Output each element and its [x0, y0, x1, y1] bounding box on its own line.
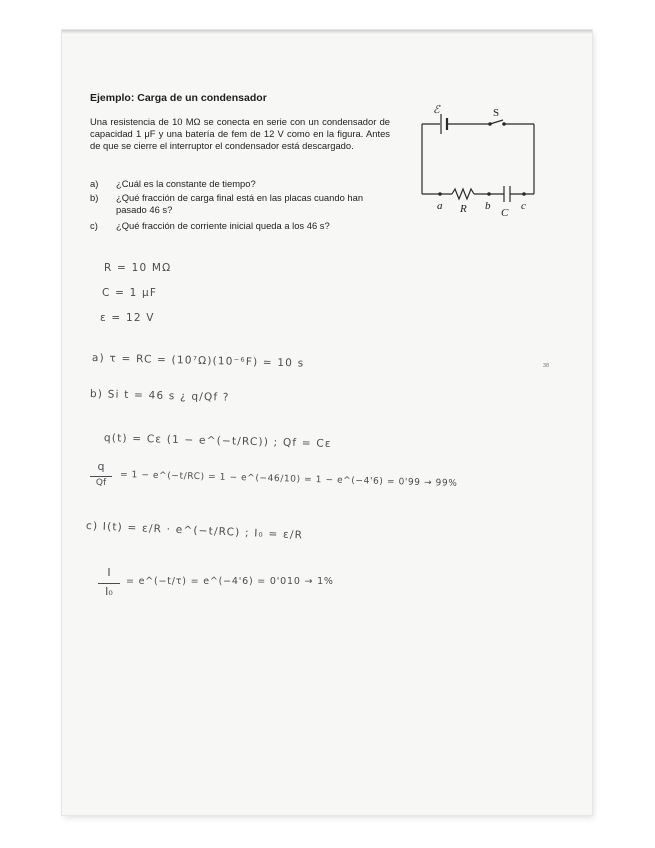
emf-label: ℰ	[433, 104, 440, 116]
page-number: 38	[543, 363, 550, 369]
node-c-dot	[522, 192, 526, 196]
charge-ratio-fraction	[90, 460, 112, 494]
question-text: ¿Qué fracción de carga final está en las placas cuando han pasado 46 s?	[116, 192, 364, 215]
circuit-diagram	[412, 102, 542, 220]
resistor-zigzag	[452, 189, 474, 199]
charge-ratio-result: = 1 − e^(−t/RC) = 1 − e^(−46/10) = 1 − e^(−4'6) = 0'99 → 99%	[119, 470, 458, 489]
answer-a: a) τ = RC = (10⁷Ω)(10⁻⁶F) = 10 s	[91, 352, 305, 370]
node-b-dot	[487, 192, 491, 196]
node-b-label: b	[485, 200, 491, 212]
given-capacitance: C = 1 μF	[102, 287, 158, 299]
fraction-denominator: Qf	[95, 478, 107, 488]
fraction-bar	[90, 476, 112, 477]
fraction-denominator: I₀	[105, 585, 113, 598]
given-emf: ε = 12 V	[100, 312, 155, 324]
capacitor-label: C	[501, 207, 509, 219]
answer-c-current: c) I(t) = ε/R · e^(−t/RC) ; I₀ = ε/R	[85, 520, 304, 542]
sheet-edge	[62, 30, 592, 34]
problem-statement: Una resistencia de 10 MΩ se conecta en serie con un condensador de capacidad 1 μF y una batería de fem de 12 V como en la figura. Antes de que se cierre el interruptor el condensador está descargado.	[90, 116, 390, 151]
paper-sheet	[62, 30, 592, 815]
current-ratio-fraction	[98, 566, 120, 602]
question-letter: b)	[90, 192, 99, 203]
current-ratio-result: = e^(−t/τ) = e^(−4'6) = 0'010 → 1%	[126, 576, 334, 587]
question-letter: a)	[90, 178, 99, 189]
fraction-bar	[98, 583, 120, 584]
switch-label: S	[493, 107, 500, 119]
question-letter: c)	[90, 220, 98, 231]
resistor-label: R	[460, 203, 467, 215]
node-a-label: a	[437, 200, 443, 212]
fraction-numerator: I	[107, 566, 111, 579]
switch-lever	[490, 120, 503, 124]
example-title: Ejemplo: Carga de un condensador	[90, 92, 267, 104]
question-text: ¿Qué fracción de corriente inicial queda a los 46 s?	[116, 220, 330, 231]
charge-equation: q(t) = Cε (1 − e^(−t/RC)) ; Qf = Cε	[103, 432, 332, 450]
node-a-dot	[438, 192, 442, 196]
given-resistance: R = 10 MΩ	[104, 262, 172, 274]
question-text: ¿Cuál es la constante de tiempo?	[116, 178, 256, 189]
node-c-label: c	[521, 200, 526, 212]
question-b-restated: b) Si t = 46 s ¿ q/Qf ?	[89, 388, 230, 404]
fraction-numerator: q	[97, 460, 105, 473]
switch-node	[488, 122, 492, 126]
switch-node	[502, 122, 506, 126]
